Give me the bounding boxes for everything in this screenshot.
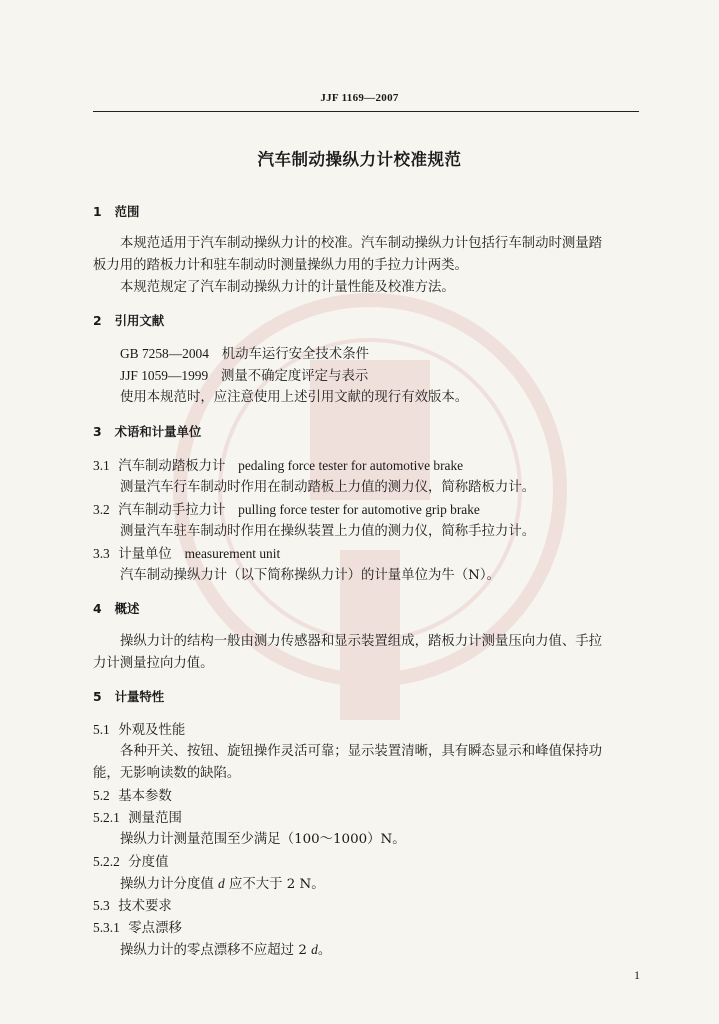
clause-number: 5.3 bbox=[93, 898, 110, 913]
clause-number: 3.3 bbox=[93, 546, 110, 561]
paragraph-line: 操纵力计的结构一般由测力传感器和显示装置组成，踏板力计测量压向力值、手拉 bbox=[120, 634, 603, 649]
paragraph-line: 板力用的踏板力计和驻车制动时测量操纵力用的手拉力计两类。 bbox=[93, 258, 468, 273]
section-title: 术语和计量单位 bbox=[114, 424, 202, 439]
section-number: 4 bbox=[93, 601, 102, 616]
term-cn: 汽车制动踏板力计 bbox=[118, 459, 226, 474]
clause-number: 5.2 bbox=[93, 788, 110, 803]
term-definition: 测量汽车驻车制动时作用在操纵装置上力值的测力仪，简称手拉力计。 bbox=[120, 524, 536, 539]
clause-title: 零点漂移 bbox=[128, 921, 182, 936]
clause-5-3-1 bbox=[93, 920, 182, 937]
clause-title: 测量范围 bbox=[128, 811, 182, 826]
page-number: 1 bbox=[634, 968, 640, 982]
term-en: pulling force tester for automotive grip brake bbox=[238, 502, 480, 517]
term-en: measurement unit bbox=[184, 546, 281, 561]
clause-title: 基本参数 bbox=[118, 789, 172, 804]
clause-number: 5.1 bbox=[93, 722, 110, 737]
term-3-2 bbox=[93, 502, 480, 519]
header-rule bbox=[93, 111, 639, 112]
term-definition: 汽车制动操纵力计（以下简称操纵力计）的计量单位为牛（N）。 bbox=[120, 568, 500, 583]
variable-d: d bbox=[311, 942, 318, 957]
term-definition: 测量汽车行车制动时作用在制动踏板上力值的测力仪，简称踏板力计。 bbox=[120, 480, 536, 495]
clause-number: 3.1 bbox=[93, 458, 110, 473]
paragraph-line bbox=[120, 942, 331, 959]
term-3-3 bbox=[93, 546, 280, 563]
paragraph-line: 操纵力计测量范围至少满足（100～1000）N。 bbox=[120, 832, 406, 847]
reference-item bbox=[120, 368, 368, 385]
clause-number: 3.2 bbox=[93, 502, 110, 517]
section-1-heading bbox=[93, 204, 139, 220]
clause-5-2 bbox=[93, 788, 172, 805]
reference-title: 测量不确定度评定与表示 bbox=[220, 369, 369, 384]
section-3-heading bbox=[93, 424, 201, 440]
paragraph-line: 各种开关、按钮、旋钮操作灵活可靠；显示装置清晰，具有瞬态显示和峰值保持功 bbox=[120, 744, 603, 759]
term-cn: 汽车制动手拉力计 bbox=[118, 503, 226, 518]
section-title: 引用文献 bbox=[114, 313, 165, 328]
clause-5-3 bbox=[93, 898, 172, 915]
section-4-heading bbox=[93, 601, 139, 617]
paragraph-line: 使用本规范时，应注意使用上述引用文献的现行有效版本。 bbox=[120, 390, 469, 405]
reference-title: 机动车运行安全技术条件 bbox=[221, 347, 369, 362]
clause-number: 5.2.1 bbox=[93, 810, 120, 825]
paragraph-line: 力计测量拉向力值。 bbox=[93, 656, 214, 671]
clause-5-2-1 bbox=[93, 810, 182, 827]
text-run: 应不大于 2 N。 bbox=[224, 877, 325, 892]
clause-number: 5.2.2 bbox=[93, 854, 120, 869]
section-title: 范围 bbox=[114, 204, 140, 219]
clause-title: 技术要求 bbox=[118, 899, 172, 914]
term-cn: 计量单位 bbox=[118, 547, 172, 562]
term-3-1 bbox=[93, 458, 463, 475]
section-number: 3 bbox=[93, 424, 102, 439]
text-run: 操纵力计分度值 bbox=[120, 877, 218, 892]
variable-d: d bbox=[218, 876, 225, 891]
section-number: 5 bbox=[93, 689, 102, 704]
text-run: 。 bbox=[317, 943, 332, 958]
section-2-heading bbox=[93, 313, 164, 329]
paragraph-line: 本规范适用于汽车制动操纵力计的校准。汽车制动操纵力计包括行车制动时测量踏 bbox=[120, 236, 603, 251]
clause-5-2-2 bbox=[93, 854, 168, 871]
section-title: 计量特性 bbox=[114, 689, 165, 704]
standard-code: JJF 1169—2007 bbox=[320, 92, 399, 104]
section-title: 概述 bbox=[114, 601, 140, 616]
section-number: 2 bbox=[93, 313, 102, 328]
reference-code: GB 7258—2004 bbox=[120, 346, 209, 361]
text-run: 操纵力计的零点漂移不应超过 2 bbox=[120, 943, 312, 958]
clause-title: 分度值 bbox=[128, 855, 169, 870]
reference-item bbox=[120, 346, 369, 363]
reference-code: JJF 1059—1999 bbox=[120, 368, 209, 383]
clause-number: 5.3.1 bbox=[93, 920, 120, 935]
section-5-heading bbox=[93, 689, 164, 705]
paragraph-line: 能，无影响读数的缺陷。 bbox=[93, 766, 241, 781]
term-en: pedaling force tester for automotive brake bbox=[238, 458, 464, 473]
clause-title: 外观及性能 bbox=[118, 723, 186, 738]
paragraph-line: 本规范规定了汽车制动操纵力计的计量性能及校准方法。 bbox=[120, 280, 455, 295]
clause-5-1 bbox=[93, 722, 185, 739]
section-number: 1 bbox=[93, 204, 102, 219]
document-title: 汽车制动操纵力计校准规范 bbox=[257, 150, 462, 169]
paragraph-line bbox=[120, 876, 325, 893]
